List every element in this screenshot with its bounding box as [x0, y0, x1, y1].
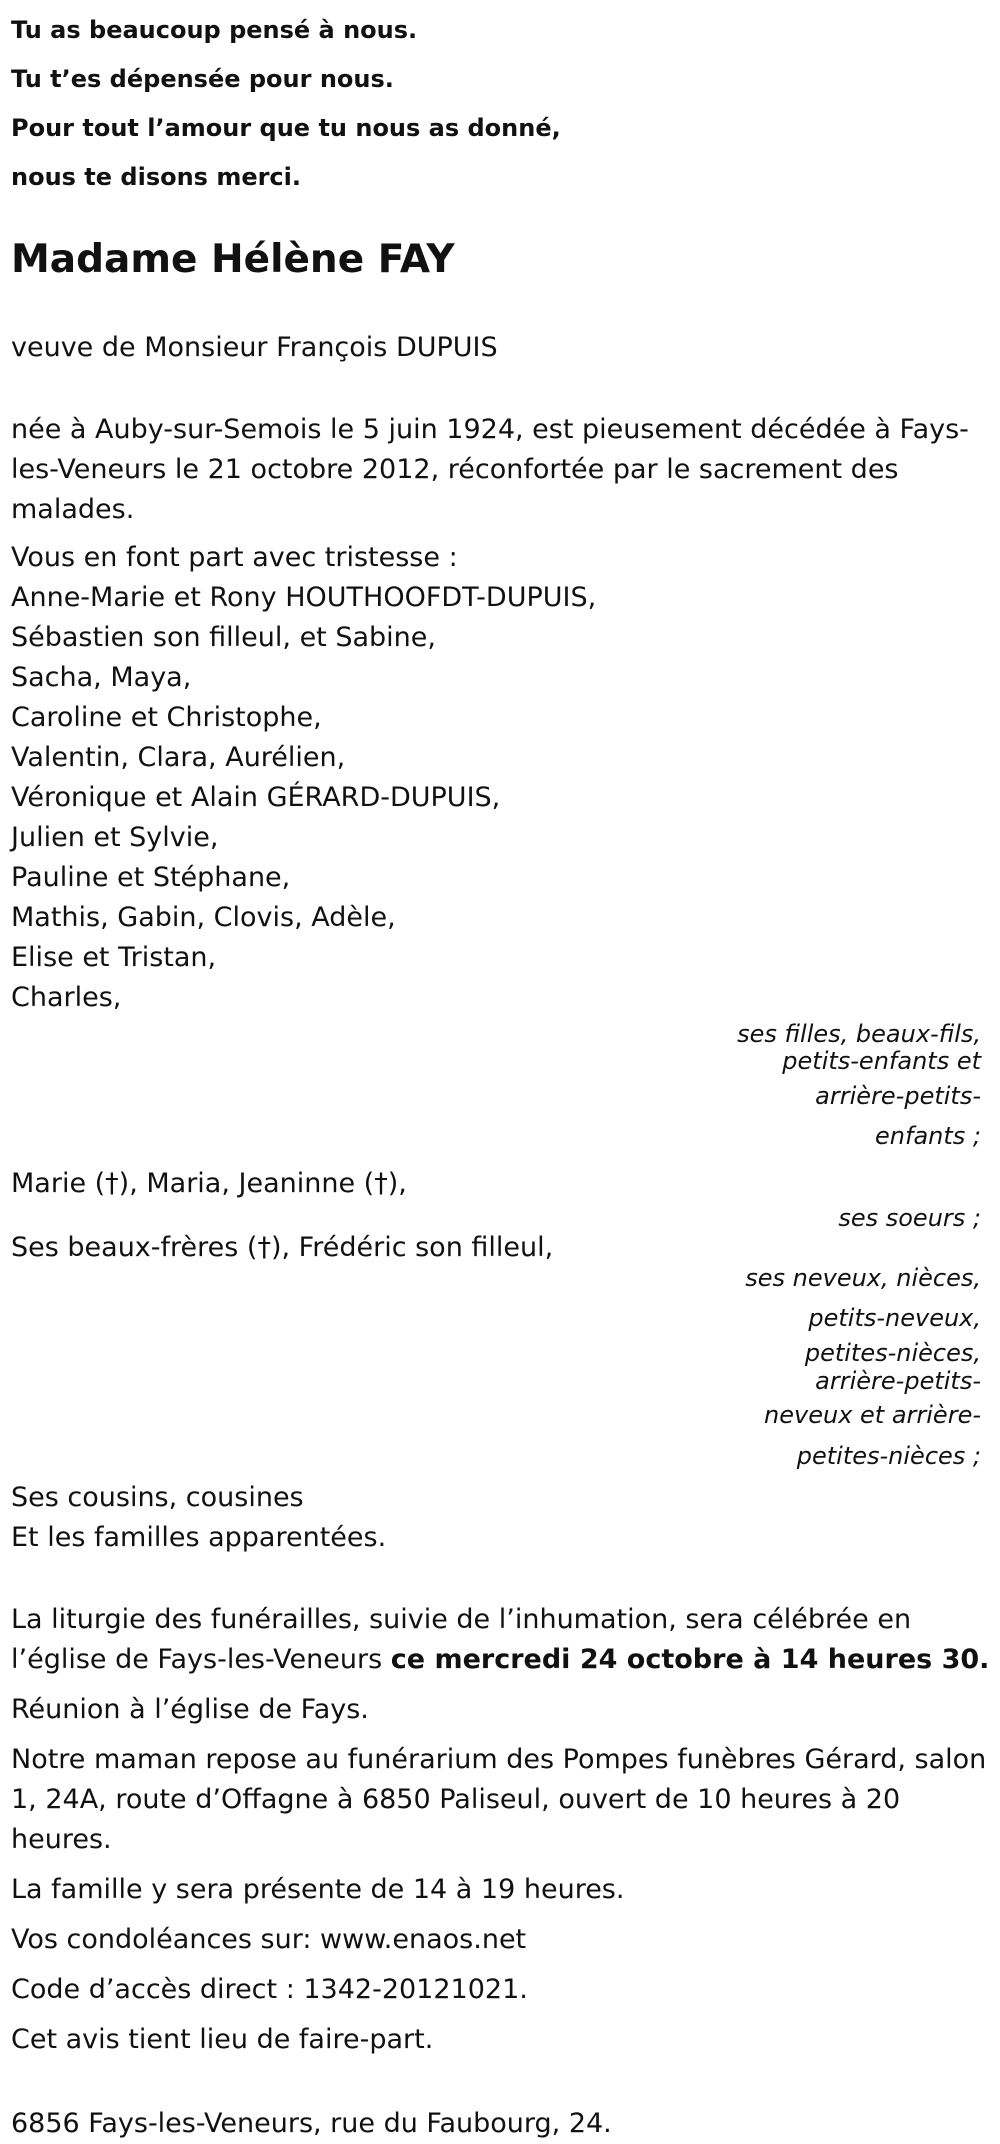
families-line: Et les familles apparentées. — [11, 1522, 387, 1553]
birth-death-paragraph: née à Auby-sur-Semois le 5 juin 1924, est pieusement décédée à Fays-les-Veneurs le 21 octobre 2012, réconfortée par le sacrement des malades. — [11, 414, 969, 525]
funeral-home-paragraph: Notre maman repose au funérarium des Pompes funèbres Gérard, salon 1, 24A, route d’Offagne à 6850 Paliseul, ouvert de 10 heures à 20 heures. — [11, 1744, 987, 1855]
poem-line: nous te disons merci. — [11, 163, 302, 191]
list-item: Charles, — [11, 982, 122, 1013]
relations-block — [11, 1018, 1000, 1478]
relation-line: petits-enfants et — [782, 1047, 981, 1075]
relation-children — [737, 1022, 981, 1156]
address-line: 6856 Fays-les-Veneurs, rue du Faubourg, 24. — [11, 2108, 612, 2139]
condolences-line: Vos condoléances sur: www.enaos.net — [11, 1924, 527, 1955]
family-presence-line: La famille y sera présente de 14 à 19 heures. — [11, 1874, 625, 1905]
list-item: Sacha, Maya, — [11, 662, 192, 693]
deceased-name: Madame Hélène FAY — [11, 237, 455, 282]
list-item: Pauline et Stéphane, — [11, 862, 291, 893]
relation-line: petites-nièces ; — [796, 1442, 981, 1470]
list-item: Anne-Marie et Rony HOUTHOOFDT-DUPUIS, — [11, 582, 597, 613]
other-relatives — [11, 1478, 991, 1558]
relation-line: arrière-petits- — [815, 1082, 981, 1110]
widow-line: veuve de Monsieur François DUPUIS — [11, 332, 498, 363]
access-code-line: Code d’accès direct : 1342-20121021. — [11, 1974, 528, 2005]
relation-line: petits-neveux, — [808, 1304, 981, 1332]
list-item: Valentin, Clara, Aurélien, — [11, 742, 346, 773]
list-item: Caroline et Christophe, — [11, 702, 322, 733]
sisters-line: Marie (†), Maria, Jeaninne (†), — [11, 1168, 407, 1199]
brothers-in-law-line: Ses beaux-frères (†), Frédéric son filleul, — [11, 1232, 554, 1263]
relation-line: neveux et arrière- — [764, 1401, 981, 1429]
poem-line: Tu as beaucoup pensé à nous. — [11, 16, 418, 44]
family-list — [11, 578, 991, 1018]
list-item: Julien et Sylvie, — [11, 822, 219, 853]
intro-line: Vous en font part avec tristesse : — [11, 542, 458, 573]
list-item: Sébastien son filleul, et Sabine, — [11, 622, 436, 653]
poem-line: Pour tout l’amour que tu nous as donné, — [11, 114, 561, 142]
meeting-line: Réunion à l’église de Fays. — [11, 1694, 369, 1725]
relation-line: arrière-petits- — [815, 1367, 981, 1395]
relation-line: ses filles, beaux-fils, — [737, 1020, 981, 1048]
liturgy-datetime: ce mercredi 24 octobre à 14 heures 30. — [390, 1644, 990, 1675]
relation-line: petites-nièces, — [804, 1339, 981, 1367]
liturgy-paragraph — [11, 1600, 991, 1680]
cousins-line: Ses cousins, cousines — [11, 1482, 304, 1513]
list-item: Elise et Tristan, — [11, 942, 217, 973]
relation-line: enfants ; — [875, 1122, 981, 1150]
poem — [11, 0, 1000, 202]
liturgy-text: La liturgie des funérailles, suivie de l’inhumation, sera célébrée en l’église de Fays-les-Veneurs — [11, 1604, 912, 1675]
list-item: Véronique et Alain GÉRARD-DUPUIS, — [11, 782, 501, 813]
relation-line: ses neveux, nièces, — [745, 1264, 981, 1292]
relation-nephews — [745, 1258, 981, 1476]
notice-line: Cet avis tient lieu de faire-part. — [11, 2024, 434, 2055]
poem-line: Tu t’es dépensée pour nous. — [11, 65, 394, 93]
relation-sisters: ses soeurs ; — [838, 1204, 981, 1232]
list-item: Mathis, Gabin, Clovis, Adèle, — [11, 902, 396, 933]
